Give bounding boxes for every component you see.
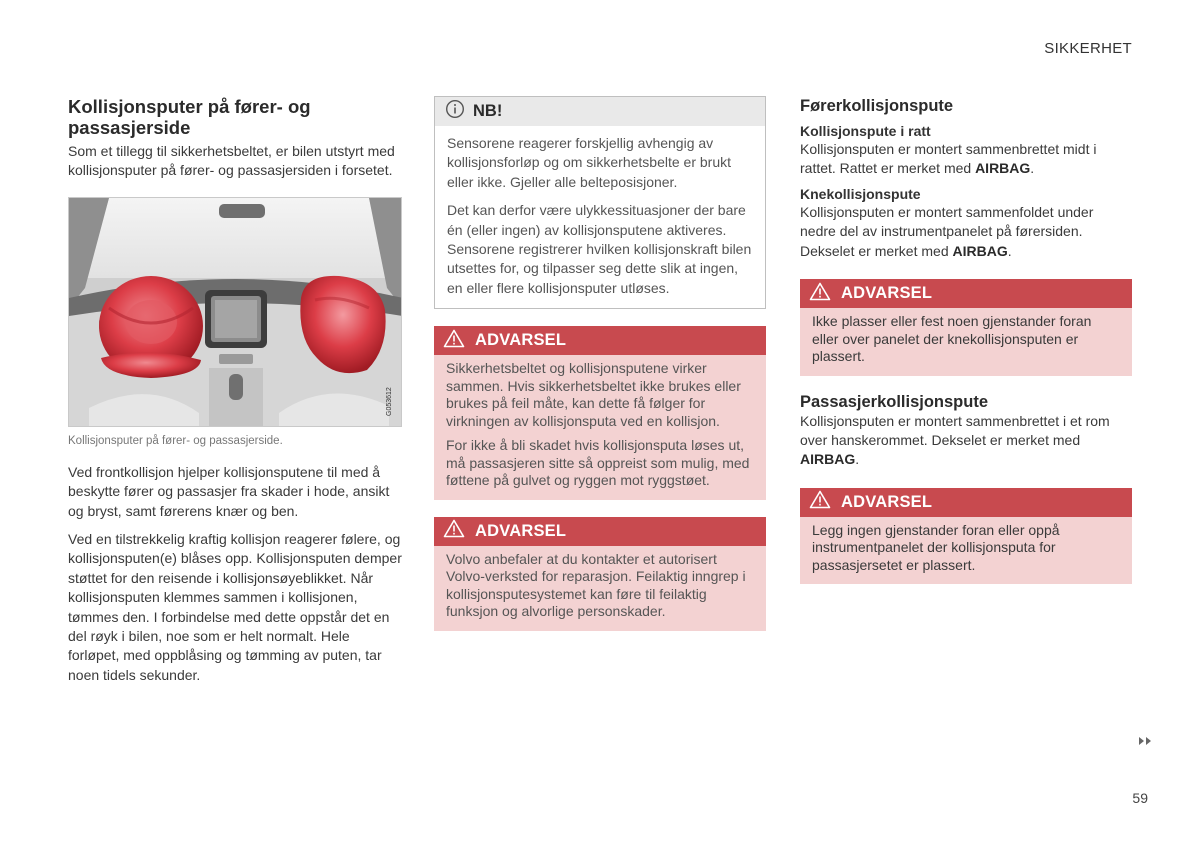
page-title: Kollisjonsputer på fører- og passasjerside xyxy=(68,96,311,138)
knee-airbag-heading: Knekollisjonspute xyxy=(800,185,921,202)
figure-code: G053612 xyxy=(386,387,393,416)
warning-paragraph-2: For ikke å bli skadet hvis kollisjonsputa løses ut, må passasjeren sitte så oppreist som mulig, med føttene på gulvet og ryggen mot ryggstøet. xyxy=(446,437,750,489)
body-paragraph-1: Ved frontkollisjon hjelper kollisjonsputene til med å beskytte fører og passasjer fra skader i hode, ansikt og bryst, samt førerens knær og ben. xyxy=(68,463,390,519)
info-circle-icon xyxy=(445,99,465,124)
warning-header xyxy=(800,488,1132,517)
warning-title: ADVARSEL xyxy=(841,284,933,303)
warning-box-seatbelt xyxy=(434,326,766,500)
column-left xyxy=(68,96,402,685)
warning-paragraph-1: Ikke plasser eller fest noen gjenstander foran eller over panelet der knekollisjonsputen er plassert. xyxy=(812,313,1092,365)
warning-paragraph-1: Sikkerhetsbeltet og kollisjonsputene virker sammen. Hvis sikkerhetsbeltet ikke brukes eller brukes på feil måte, kan dette få følger for virkningen av kollisjonsputa ved en kollisjon. xyxy=(446,360,741,429)
passenger-airbag-text: Kollisjonsputen er montert sammenbrettet i et rom over hanskerommet. Dekselet er merket med AIRBAG. xyxy=(800,412,1110,468)
wheel-airbag-text: Kollisjonsputen er montert sammenbrettet midt i rattet. Rattet er merket med AIRBAG. xyxy=(800,141,1097,177)
airbag-illustration xyxy=(68,197,402,427)
warning-header xyxy=(800,279,1132,308)
warning-title: ADVARSEL xyxy=(475,521,567,540)
note-box xyxy=(434,96,766,309)
column-middle xyxy=(434,96,766,631)
warning-paragraph-1: Legg ingen gjenstander foran eller oppå instrumentpanelet der kollisjonsputa for passasjersetet er plassert. xyxy=(812,521,1060,573)
note-title: NB! xyxy=(473,102,503,120)
warning-header xyxy=(434,517,766,546)
warning-triangle-icon xyxy=(809,282,831,306)
warning-triangle-icon xyxy=(809,490,831,514)
knee-airbag-text: Kollisjonsputen er montert sammenfoldet under nedre del av instrumentpanelet på førersiden. Dekselet er merket med AIRBAG. xyxy=(800,203,1094,259)
warning-triangle-icon xyxy=(443,519,465,543)
section-header: SIKKERHET xyxy=(1044,40,1132,57)
intro-text: Som et tillegg til sikkerhetsbeltet, er bilen utstyrt med kollisjonsputer på fører- og passasjersiden i forsetet. xyxy=(68,143,395,179)
warning-title: ADVARSEL xyxy=(841,492,933,511)
figure-caption: Kollisjonsputer på fører- og passasjerside. xyxy=(68,434,283,447)
double-chevron-right-icon xyxy=(1138,736,1154,749)
warning-title: ADVARSEL xyxy=(475,331,567,350)
note-paragraph-1: Sensorene reagerer forskjellig avhengig av kollisjonsforløp og om sikkerhetsbelte er brukt eller ikke. Gjeller alle belteposisjoner. xyxy=(447,135,732,190)
note-header xyxy=(435,97,765,126)
column-right xyxy=(800,96,1132,584)
warning-box-workshop xyxy=(434,517,766,631)
warning-box-knee xyxy=(800,279,1132,376)
note-paragraph-2: Det kan derfor være ulykkessituasjoner der bare én (eller ingen) av kollisjonsputene aktiveres. Sensorene registrerer hvilken kollisjonskraft bilen utsettes for, og tilpasser seg dette slik at ingen, en eller flere kollisjonsputer utløses. xyxy=(447,202,752,296)
warning-paragraph-1: Volvo anbefaler at du kontakter et autorisert Volvo-verksted for reparasjon. Feilaktig inngrep i kollisjonsputesystemet kan føre til feilaktig funksjon og alvorlige personskader. xyxy=(446,550,746,620)
passenger-airbag-heading: Passasjerkollisjonspute xyxy=(800,392,989,411)
warning-header xyxy=(434,326,766,355)
driver-airbag-heading: Førerkollisjonspute xyxy=(800,97,954,115)
body-paragraph-2: Ved en tilstrekkelig kraftig kollisjon reagerer følere, og kollisjonsputen(e) blåses opp. Kollisjonsputen demper støttet for den reisende i kollisjonsøyeblikket. Når kollisjonsputen klemmes sammen i kollisjonen, tømmes den. I forbindelse med dette oppstår det en del røyk i bilen, noe som er helt normalt. Hele forløpet, med oppblåsing og tømming av puten, tar noen tidels sekunder. xyxy=(68,531,402,683)
page-number: 59 xyxy=(1132,790,1148,806)
warning-triangle-icon xyxy=(443,329,465,353)
warning-box-passenger xyxy=(800,488,1132,585)
wheel-airbag-heading: Kollisjonspute i ratt xyxy=(800,123,931,139)
